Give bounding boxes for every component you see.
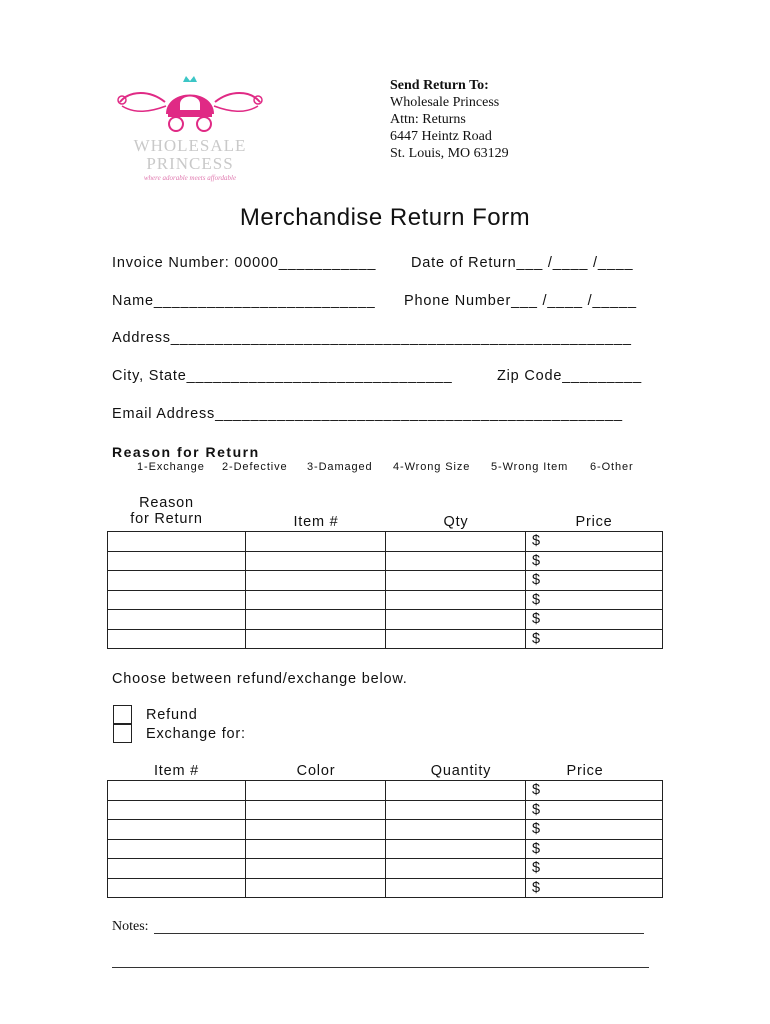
reason-cell[interactable] <box>108 571 246 591</box>
logo-brand-line2: PRINCESS <box>146 154 234 173</box>
invoice-number-field[interactable]: Invoice Number: 00000___________ <box>112 255 377 271</box>
item-cell[interactable] <box>108 839 246 859</box>
color-cell[interactable] <box>246 800 386 820</box>
notes-label: Notes: <box>112 919 149 934</box>
table-row <box>108 800 663 820</box>
send-line4: St. Louis, MO 63129 <box>390 146 509 161</box>
item-cell[interactable] <box>246 532 386 552</box>
table-row <box>108 820 663 840</box>
color-cell[interactable] <box>246 781 386 801</box>
reason-option-5: 5-Wrong Item <box>491 461 569 473</box>
carriage-logo-icon <box>110 70 270 136</box>
phone-number-field[interactable]: Phone Number___ /____ /_____ <box>404 293 637 309</box>
table-row <box>108 551 663 571</box>
quantity-cell[interactable] <box>386 800 526 820</box>
logo-tagline: where adorable meets affordable <box>143 174 237 182</box>
send-line2: Attn: Returns <box>390 112 466 127</box>
reason-cell[interactable] <box>108 551 246 571</box>
table-row <box>108 781 663 801</box>
header-price: Price <box>575 514 613 530</box>
exchange-header-item: Item # <box>153 763 200 779</box>
item-cell[interactable] <box>246 610 386 630</box>
qty-cell[interactable] <box>386 629 526 649</box>
table-row <box>108 629 663 649</box>
notes-line-1[interactable] <box>154 933 644 934</box>
quantity-cell[interactable] <box>386 781 526 801</box>
header-reason-line2: for Return <box>130 511 203 527</box>
qty-cell[interactable] <box>386 532 526 552</box>
refund-checkbox[interactable] <box>113 705 132 724</box>
table-row <box>108 878 663 898</box>
send-return-address <box>390 77 509 162</box>
reason-option-3: 3-Damaged <box>307 461 373 473</box>
reason-option-1: 1-Exchange <box>137 461 205 473</box>
item-cell[interactable] <box>108 800 246 820</box>
header-reason-line1: Reason <box>139 495 194 511</box>
header-reason <box>108 495 225 527</box>
notes-line-2[interactable] <box>112 967 649 968</box>
color-cell[interactable] <box>246 859 386 879</box>
table-row <box>108 839 663 859</box>
reason-option-4: 4-Wrong Size <box>393 461 471 473</box>
quantity-cell[interactable] <box>386 859 526 879</box>
header-item-number: Item # <box>293 514 339 530</box>
exchange-label: Exchange for: <box>146 726 246 742</box>
header-qty: Qty <box>443 514 469 530</box>
qty-cell[interactable] <box>386 590 526 610</box>
logo-brand-line1: WHOLESALE <box>133 136 247 155</box>
reason-cell[interactable] <box>108 590 246 610</box>
exchange-header-color: Color <box>296 763 336 779</box>
quantity-cell[interactable] <box>386 820 526 840</box>
reason-option-2: 2-Defective <box>222 461 288 473</box>
item-cell[interactable] <box>246 590 386 610</box>
price-cell[interactable]: $ <box>526 551 663 571</box>
price-cell[interactable]: $ <box>526 878 663 898</box>
qty-cell[interactable] <box>386 551 526 571</box>
reason-option-6: 6-Other <box>590 461 634 473</box>
reason-cell[interactable] <box>108 629 246 649</box>
company-logo <box>110 70 270 186</box>
send-line3: 6447 Heintz Road <box>390 129 492 144</box>
price-cell[interactable]: $ <box>526 571 663 591</box>
table-row <box>108 590 663 610</box>
table-row <box>108 571 663 591</box>
exchange-checkbox[interactable] <box>113 724 132 743</box>
send-heading: Send Return To: <box>390 78 489 93</box>
address-field[interactable]: Address____________________________________________________ <box>112 330 632 346</box>
table-row <box>108 859 663 879</box>
email-address-field[interactable]: Email Address______________________________________________ <box>112 406 623 422</box>
table-row <box>108 610 663 630</box>
refund-label: Refund <box>146 707 198 723</box>
price-cell[interactable]: $ <box>526 820 663 840</box>
item-cell[interactable] <box>246 551 386 571</box>
send-line1: Wholesale Princess <box>390 95 500 110</box>
table-row <box>108 532 663 552</box>
zip-code-field[interactable]: Zip Code_________ <box>497 368 643 384</box>
choose-instructions: Choose between refund/exchange below. <box>112 671 408 687</box>
qty-cell[interactable] <box>386 571 526 591</box>
color-cell[interactable] <box>246 878 386 898</box>
price-cell[interactable]: $ <box>526 629 663 649</box>
quantity-cell[interactable] <box>386 878 526 898</box>
price-cell[interactable]: $ <box>526 590 663 610</box>
return-items-table <box>107 531 663 649</box>
exchange-header-quantity: Quantity <box>430 763 492 779</box>
reason-cell[interactable] <box>108 610 246 630</box>
color-cell[interactable] <box>246 820 386 840</box>
price-cell[interactable]: $ <box>526 610 663 630</box>
reason-cell[interactable] <box>108 532 246 552</box>
date-of-return-field[interactable]: Date of Return___ /____ /____ <box>411 255 634 271</box>
price-cell[interactable]: $ <box>526 800 663 820</box>
quantity-cell[interactable] <box>386 839 526 859</box>
item-cell[interactable] <box>108 781 246 801</box>
price-cell[interactable]: $ <box>526 859 663 879</box>
price-cell[interactable]: $ <box>526 839 663 859</box>
item-cell[interactable] <box>108 820 246 840</box>
exchange-header-price: Price <box>566 763 604 779</box>
item-cell[interactable] <box>246 571 386 591</box>
city-state-field[interactable]: City, State______________________________ <box>112 368 453 384</box>
item-cell[interactable] <box>246 629 386 649</box>
item-cell[interactable] <box>108 878 246 898</box>
name-field[interactable]: Name_________________________ <box>112 293 376 309</box>
qty-cell[interactable] <box>386 610 526 630</box>
color-cell[interactable] <box>246 839 386 859</box>
price-cell[interactable]: $ <box>526 781 663 801</box>
exchange-items-table <box>107 780 663 898</box>
price-cell[interactable]: $ <box>526 532 663 552</box>
item-cell[interactable] <box>108 859 246 879</box>
page-title: Merchandise Return Form <box>239 204 531 231</box>
reason-section-heading: Reason for Return <box>112 444 260 460</box>
